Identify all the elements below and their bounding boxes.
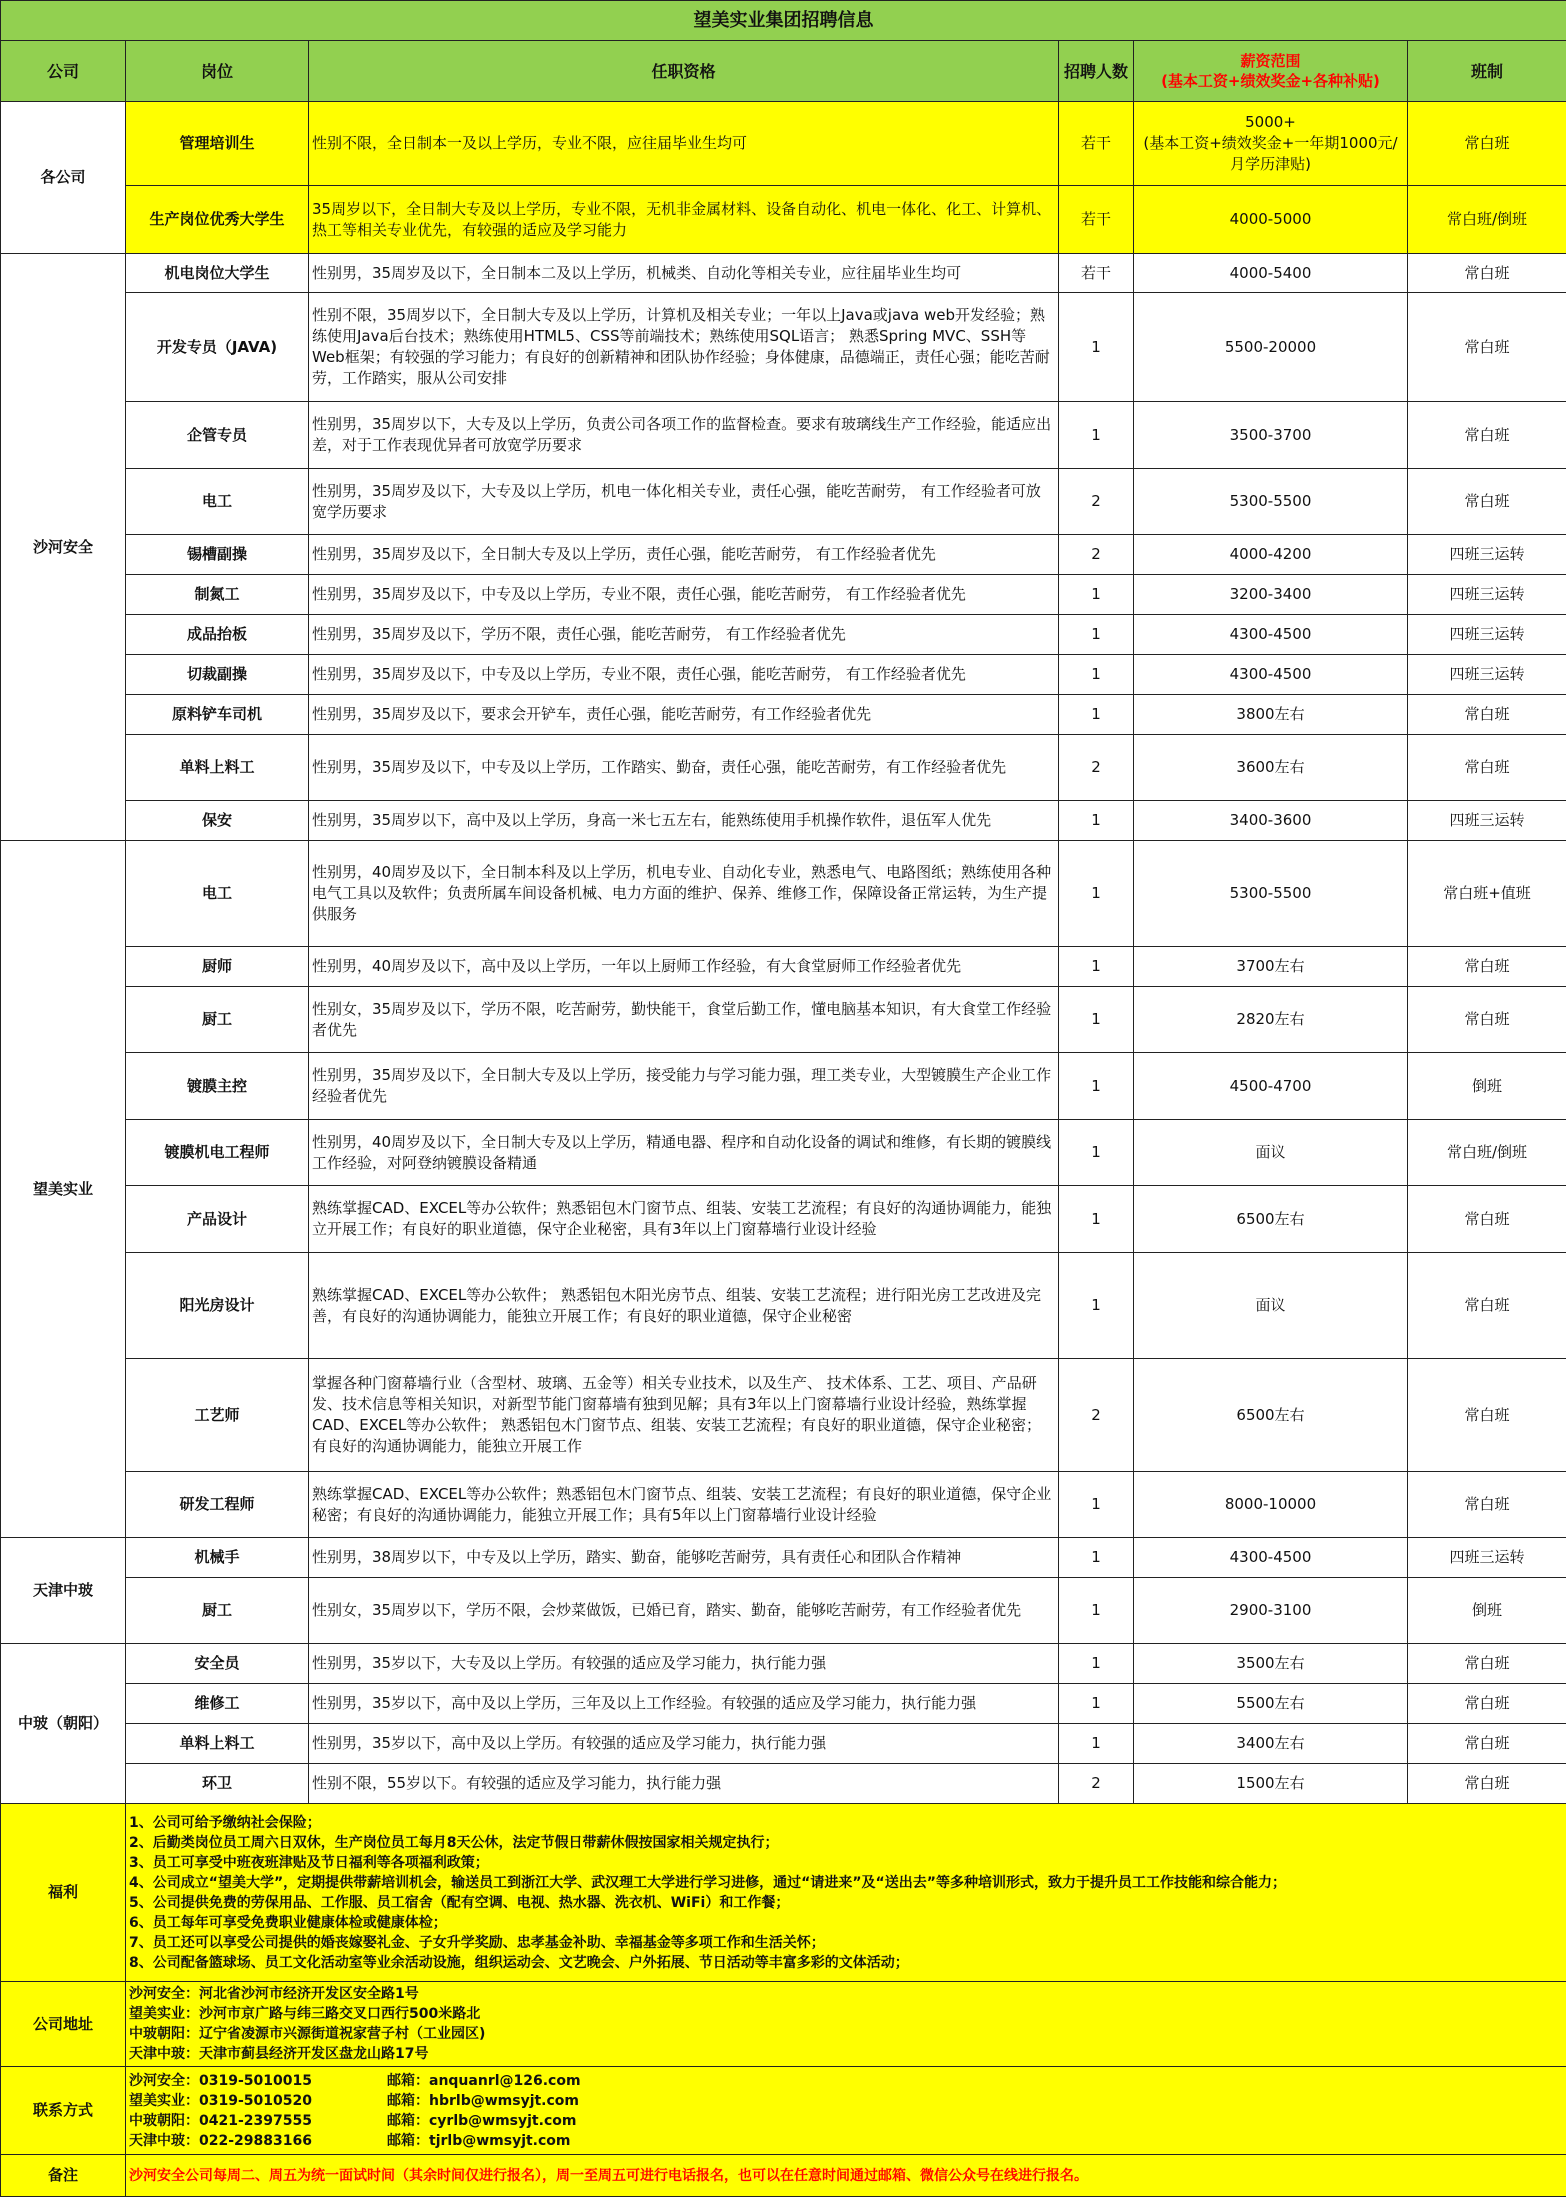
benefits-label: 福利	[1, 1804, 126, 1982]
job-row	[1, 1186, 1566, 1253]
shift-cell: 常白班	[1408, 1359, 1566, 1472]
job-row	[1, 254, 1566, 293]
shift-cell: 常白班	[1408, 1253, 1566, 1359]
salary-cell: 4000-5400	[1134, 254, 1408, 293]
count-cell: 若干	[1059, 102, 1134, 186]
count-cell: 1	[1059, 575, 1134, 615]
remark-label: 备注	[1, 2155, 126, 2197]
requirements-cell: 性别男，35周岁及以下，要求会开铲车，责任心强，能吃苦耐劳，有工作经验者优先	[309, 695, 1059, 735]
requirements-cell: 35周岁以下，全日制大专及以上学历，专业不限，无机非金属材料、设备自动化、机电一体化、化工、计算机、热工等相关专业优先，有较强的适应及学习能力	[309, 186, 1059, 254]
contact-phone: 沙河安全：0319-5010015	[129, 2071, 387, 2091]
count-cell: 1	[1059, 402, 1134, 469]
salary-cell: 3500-3700	[1134, 402, 1408, 469]
benefits-list	[126, 1804, 1566, 1982]
position-cell: 镀膜机电工程师	[126, 1120, 309, 1186]
benefit-item: 8、公司配备篮球场、员工文化活动室等业余活动设施，组织运动会、文艺晚会、户外拓展、节日活动等丰富多彩的文体活动；	[129, 1953, 1563, 1973]
position-cell: 单料上料工	[126, 735, 309, 801]
count-cell: 2	[1059, 1764, 1134, 1804]
job-row	[1, 1253, 1566, 1359]
job-row	[1, 1578, 1566, 1644]
requirements-cell: 性别女，35周岁以下，学历不限，会炒菜做饭，已婚已育，踏实、勤奋，能够吃苦耐劳，有工作经验者优先	[309, 1578, 1059, 1644]
header-salary-line1: 薪资范围	[1138, 51, 1403, 71]
count-cell: 若干	[1059, 186, 1134, 254]
address-item: 中玻朝阳：辽宁省凌源市兴源街道祝家营子村（工业园区)	[129, 2024, 1563, 2044]
contact-row	[1, 2067, 1566, 2155]
benefit-item: 5、公司提供免费的劳保用品、工作服、员工宿舍（配有空调、电视、热水器、洗衣机、WiFi）和工作餐；	[129, 1893, 1563, 1913]
job-row	[1, 947, 1566, 987]
requirements-cell: 性别男，40周岁及以下，全日制大专及以上学历，精通电器、程序和自动化设备的调试和维修，有长期的镀膜线工作经验，对阿登纳镀膜设备精通	[309, 1120, 1059, 1186]
position-cell: 阳光房设计	[126, 1253, 309, 1359]
requirements-cell: 性别男，35周岁及以下，中专及以上学历，专业不限，责任心强，能吃苦耐劳， 有工作经验者优先	[309, 575, 1059, 615]
contact-item	[129, 2071, 1563, 2091]
company-cell: 天津中玻	[1, 1538, 126, 1644]
contact-email[interactable]: 邮箱：tjrlb@wmsyjt.com	[387, 2131, 571, 2151]
salary-cell: 5000+ (基本工资+绩效奖金+一年期1000元/月学历津贴)	[1134, 102, 1408, 186]
benefit-item: 3、员工可享受中班夜班津贴及节日福利等各项福利政策；	[129, 1853, 1563, 1873]
position-cell: 环卫	[126, 1764, 309, 1804]
position-cell: 管理培训生	[126, 102, 309, 186]
requirements-cell: 性别男，35周岁及以下，全日制大专及以上学历，接受能力与学习能力强，理工类专业，大型镀膜生产企业工作经验者优先	[309, 1053, 1059, 1120]
requirements-cell: 熟练掌握CAD、EXCEL等办公软件；熟悉铝包木门窗节点、组装、安装工艺流程；有良好的沟通协调能力，能独立开展工作；有良好的职业道德，保守企业秘密，具有3年以上门窗幕墙行业设计经验	[309, 1186, 1059, 1253]
contact-item	[129, 2131, 1563, 2151]
position-cell: 开发专员（JAVA)	[126, 293, 309, 402]
salary-cell: 面议	[1134, 1120, 1408, 1186]
shift-cell: 常白班	[1408, 1472, 1566, 1538]
job-row	[1, 1538, 1566, 1578]
salary-cell: 2900-3100	[1134, 1578, 1408, 1644]
header-salary-line2: (基本工资+绩效奖金+各种补贴)	[1138, 71, 1403, 91]
contact-email[interactable]: 邮箱：anquanrl@126.com	[387, 2071, 581, 2091]
title-row	[1, 1, 1566, 41]
contact-phone: 中玻朝阳：0421-2397555	[129, 2111, 387, 2131]
salary-cell: 6500左右	[1134, 1186, 1408, 1253]
requirements-cell: 性别不限，35周岁以下，全日制大专及以上学历，计算机及相关专业；一年以上Java或java web开发经验；熟练使用Java后台技术；熟练使用HTML5、CSS等前端技术；熟练使用SQL语言； 熟悉Spring MVC、SSH等Web框架；有较强的学习能力；有良好的创新精神和团队协作经验；身体健康，品德端正，责任心强；能吃苦耐劳，工作踏实，服从公司安排	[309, 293, 1059, 402]
position-cell: 制氮工	[126, 575, 309, 615]
benefit-item: 4、公司成立“望美大学”，定期提供带薪培训机会，输送员工到浙江大学、武汉理工大学进行学习进修，通过“请进来”及“送出去”等多种培训形式，致力于提升员工工作技能和综合能力；	[129, 1873, 1563, 1893]
shift-cell: 常白班	[1408, 695, 1566, 735]
count-cell: 2	[1059, 735, 1134, 801]
requirements-cell: 性别男，40周岁及以下，全日制本科及以上学历，机电专业、自动化专业，熟悉电气、电路图纸；熟练使用各种电气工具以及软件；负责所属车间设备机械、电力方面的维护、保养、维修工作，保障设备正常运转，为生产提供服务	[309, 841, 1059, 947]
count-cell: 1	[1059, 1253, 1134, 1359]
salary-cell: 3200-3400	[1134, 575, 1408, 615]
shift-cell: 四班三运转	[1408, 575, 1566, 615]
count-cell: 1	[1059, 655, 1134, 695]
position-cell: 生产岗位优秀大学生	[126, 186, 309, 254]
job-row	[1, 655, 1566, 695]
contact-label: 联系方式	[1, 2067, 126, 2155]
company-cell: 中玻（朝阳）	[1, 1644, 126, 1804]
benefits-row	[1, 1804, 1566, 1982]
requirements-cell: 性别男，35岁以下，大专及以上学历。有较强的适应及学习能力，执行能力强	[309, 1644, 1059, 1684]
job-row	[1, 469, 1566, 535]
position-cell: 原料铲车司机	[126, 695, 309, 735]
salary-cell: 3400-3600	[1134, 801, 1408, 841]
contact-email[interactable]: 邮箱：hbrlb@wmsyjt.com	[387, 2091, 579, 2111]
position-cell: 厨工	[126, 987, 309, 1053]
count-cell: 1	[1059, 615, 1134, 655]
address-row	[1, 1982, 1566, 2067]
requirements-cell: 性别不限，全日制本一及以上学历，专业不限，应往届毕业生均可	[309, 102, 1059, 186]
shift-cell: 常白班/倒班	[1408, 1120, 1566, 1186]
shift-cell: 常白班	[1408, 102, 1566, 186]
job-row	[1, 1472, 1566, 1538]
shift-cell: 常白班	[1408, 469, 1566, 535]
remark-text: 沙河安全公司每周二、周五为统一面试时间（其余时间仅进行报名），周一至周五可进行电话报名，也可以在任意时间通过邮箱、微信公众号在线进行报名。	[126, 2155, 1566, 2197]
header-row	[1, 41, 1566, 102]
requirements-cell: 性别男，40周岁及以下，高中及以上学历，一年以上厨师工作经验，有大食堂厨师工作经验者优先	[309, 947, 1059, 987]
benefit-item: 7、员工还可以享受公司提供的婚丧嫁娶礼金、子女升学奖励、忠孝基金补助、幸福基金等多项工作和生活关怀；	[129, 1933, 1563, 1953]
count-cell: 1	[1059, 1538, 1134, 1578]
salary-cell: 4000-5000	[1134, 186, 1408, 254]
position-cell: 研发工程师	[126, 1472, 309, 1538]
shift-cell: 常白班	[1408, 254, 1566, 293]
position-cell: 机电岗位大学生	[126, 254, 309, 293]
company-cell: 各公司	[1, 102, 126, 254]
salary-cell: 3500左右	[1134, 1644, 1408, 1684]
job-row	[1, 186, 1566, 254]
job-row	[1, 1644, 1566, 1684]
salary-cell: 8000-10000	[1134, 1472, 1408, 1538]
position-cell: 电工	[126, 469, 309, 535]
contact-item	[129, 2091, 1563, 2111]
benefit-item: 1、公司可给予缴纳社会保险；	[129, 1813, 1563, 1833]
benefit-item: 2、后勤类岗位员工周六日双休，生产岗位员工每月8天公休，法定节假日带薪休假按国家相关规定执行；	[129, 1833, 1563, 1853]
position-cell: 工艺师	[126, 1359, 309, 1472]
requirements-cell: 性别男，35周岁及以下，全日制本二及以上学历，机械类、自动化等相关专业，应往届毕业生均可	[309, 254, 1059, 293]
salary-cell: 4000-4200	[1134, 535, 1408, 575]
salary-cell: 4300-4500	[1134, 655, 1408, 695]
address-item: 望美实业：沙河市京广路与纬三路交叉口西行500米路北	[129, 2004, 1563, 2024]
count-cell: 1	[1059, 695, 1134, 735]
job-row	[1, 735, 1566, 801]
job-row	[1, 1764, 1566, 1804]
job-row	[1, 987, 1566, 1053]
header-position: 岗位	[126, 41, 309, 102]
header-count: 招聘人数	[1059, 41, 1134, 102]
shift-cell: 常白班	[1408, 1644, 1566, 1684]
contact-phone: 望美实业：0319-5010520	[129, 2091, 387, 2111]
requirements-cell: 熟练掌握CAD、EXCEL等办公软件；熟悉铝包木门窗节点、组装、安装工艺流程；有良好的职业道德，保守企业秘密；有良好的沟通协调能力，能独立开展工作；具有5年以上门窗幕墙行业设计经验	[309, 1472, 1059, 1538]
requirements-cell: 性别男，35周岁及以下，全日制大专及以上学历，责任心强，能吃苦耐劳， 有工作经验者优先	[309, 535, 1059, 575]
salary-cell: 1500左右	[1134, 1764, 1408, 1804]
job-row	[1, 1120, 1566, 1186]
position-cell: 切裁副操	[126, 655, 309, 695]
salary-cell: 2820左右	[1134, 987, 1408, 1053]
salary-cell: 4300-4500	[1134, 1538, 1408, 1578]
salary-cell: 面议	[1134, 1253, 1408, 1359]
position-cell: 成品抬板	[126, 615, 309, 655]
count-cell: 1	[1059, 841, 1134, 947]
company-cell: 望美实业	[1, 841, 126, 1538]
count-cell: 1	[1059, 1684, 1134, 1724]
count-cell: 1	[1059, 1120, 1134, 1186]
salary-cell: 5500-20000	[1134, 293, 1408, 402]
salary-cell: 5300-5500	[1134, 469, 1408, 535]
shift-cell: 四班三运转	[1408, 615, 1566, 655]
requirements-cell: 性别男，35周岁及以下，大专及以上学历，机电一体化相关专业，责任心强，能吃苦耐劳， 有工作经验者可放宽学历要求	[309, 469, 1059, 535]
requirements-cell: 性别女，35周岁及以下，学历不限，吃苦耐劳，勤快能干，食堂后勤工作，懂电脑基本知识，有大食堂工作经验者优先	[309, 987, 1059, 1053]
count-cell: 1	[1059, 947, 1134, 987]
shift-cell: 常白班/倒班	[1408, 186, 1566, 254]
header-salary	[1134, 41, 1408, 102]
position-cell: 安全员	[126, 1644, 309, 1684]
job-row	[1, 535, 1566, 575]
requirements-cell: 性别男，35岁以下，高中及以上学历，三年及以上工作经验。有较强的适应及学习能力，执行能力强	[309, 1684, 1059, 1724]
requirements-cell: 熟练掌握CAD、EXCEL等办公软件； 熟悉铝包木阳光房节点、组装、安装工艺流程；进行阳光房工艺改进及完善，有良好的沟通协调能力，能独立开展工作；有良好的职业道德，保守企业秘密	[309, 1253, 1059, 1359]
shift-cell: 常白班	[1408, 987, 1566, 1053]
job-row	[1, 695, 1566, 735]
job-row	[1, 841, 1566, 947]
requirements-cell: 性别男，35周岁及以下，中专及以上学历，工作踏实、勤奋，责任心强，能吃苦耐劳，有工作经验者优先	[309, 735, 1059, 801]
page-title: 望美实业集团招聘信息	[1, 1, 1566, 41]
job-row	[1, 801, 1566, 841]
salary-cell: 5500左右	[1134, 1684, 1408, 1724]
shift-cell: 四班三运转	[1408, 535, 1566, 575]
contact-item	[129, 2111, 1563, 2131]
count-cell: 1	[1059, 1186, 1134, 1253]
position-cell: 厨师	[126, 947, 309, 987]
count-cell: 1	[1059, 293, 1134, 402]
contact-phone: 天津中玻：022-29883166	[129, 2131, 387, 2151]
address-list	[126, 1982, 1566, 2067]
position-cell: 电工	[126, 841, 309, 947]
salary-cell: 3400左右	[1134, 1724, 1408, 1764]
position-cell: 维修工	[126, 1684, 309, 1724]
shift-cell: 常白班	[1408, 735, 1566, 801]
count-cell: 1	[1059, 1053, 1134, 1120]
shift-cell: 常白班	[1408, 1724, 1566, 1764]
job-row	[1, 1359, 1566, 1472]
shift-cell: 常白班+值班	[1408, 841, 1566, 947]
position-cell: 锡槽副操	[126, 535, 309, 575]
count-cell: 1	[1059, 801, 1134, 841]
salary-cell: 3600左右	[1134, 735, 1408, 801]
requirements-cell: 性别男，35周岁以下，大专及以上学历，负责公司各项工作的监督检查。要求有玻璃线生产工作经验，能适应出差，对于工作表现优异者可放宽学历要求	[309, 402, 1059, 469]
salary-cell: 3800左右	[1134, 695, 1408, 735]
shift-cell: 倒班	[1408, 1578, 1566, 1644]
shift-cell: 常白班	[1408, 947, 1566, 987]
position-cell: 镀膜主控	[126, 1053, 309, 1120]
position-cell: 机械手	[126, 1538, 309, 1578]
count-cell: 2	[1059, 469, 1134, 535]
position-cell: 保安	[126, 801, 309, 841]
shift-cell: 倒班	[1408, 1053, 1566, 1120]
job-row	[1, 402, 1566, 469]
requirements-cell: 性别男，35岁以下，高中及以上学历。有较强的适应及学习能力，执行能力强	[309, 1724, 1059, 1764]
remark-row	[1, 2155, 1566, 2197]
job-row	[1, 293, 1566, 402]
shift-cell: 四班三运转	[1408, 801, 1566, 841]
salary-cell: 4300-4500	[1134, 615, 1408, 655]
count-cell: 1	[1059, 1644, 1134, 1684]
position-cell: 产品设计	[126, 1186, 309, 1253]
address-item: 天津中玻：天津市蓟县经济开发区盘龙山路17号	[129, 2044, 1563, 2064]
header-shift: 班制	[1408, 41, 1566, 102]
requirements-cell: 性别不限，55岁以下。有较强的适应及学习能力，执行能力强	[309, 1764, 1059, 1804]
count-cell: 1	[1059, 1724, 1134, 1764]
shift-cell: 四班三运转	[1408, 655, 1566, 695]
job-row	[1, 575, 1566, 615]
address-item: 沙河安全：河北省沙河市经济开发区安全路1号	[129, 1984, 1563, 2004]
requirements-cell: 性别男，35周岁以下，高中及以上学历，身高一米七五左右，能熟练使用手机操作软件，退伍军人优先	[309, 801, 1059, 841]
header-requirements: 任职资格	[309, 41, 1059, 102]
position-cell: 单料上料工	[126, 1724, 309, 1764]
position-cell: 厨工	[126, 1578, 309, 1644]
salary-cell: 4500-4700	[1134, 1053, 1408, 1120]
shift-cell: 四班三运转	[1408, 1538, 1566, 1578]
count-cell: 2	[1059, 1359, 1134, 1472]
count-cell: 1	[1059, 1578, 1134, 1644]
salary-cell: 5300-5500	[1134, 841, 1408, 947]
contact-list	[126, 2067, 1566, 2155]
job-row	[1, 615, 1566, 655]
count-cell: 若干	[1059, 254, 1134, 293]
job-row	[1, 1684, 1566, 1724]
job-row	[1, 1724, 1566, 1764]
count-cell: 1	[1059, 987, 1134, 1053]
benefit-item: 6、员工每年可享受免费职业健康体检或健康体检；	[129, 1913, 1563, 1933]
company-cell: 沙河安全	[1, 254, 126, 841]
shift-cell: 常白班	[1408, 402, 1566, 469]
requirements-cell: 性别男，35周岁及以下，中专及以上学历，专业不限，责任心强，能吃苦耐劳， 有工作经验者优先	[309, 655, 1059, 695]
count-cell: 1	[1059, 1472, 1134, 1538]
job-row	[1, 102, 1566, 186]
count-cell: 2	[1059, 535, 1134, 575]
job-row	[1, 1053, 1566, 1120]
salary-cell: 3700左右	[1134, 947, 1408, 987]
shift-cell: 常白班	[1408, 1684, 1566, 1724]
position-cell: 企管专员	[126, 402, 309, 469]
shift-cell: 常白班	[1408, 1764, 1566, 1804]
address-label: 公司地址	[1, 1982, 126, 2067]
shift-cell: 常白班	[1408, 1186, 1566, 1253]
salary-cell: 6500左右	[1134, 1359, 1408, 1472]
requirements-cell: 掌握各种门窗幕墙行业（含型材、玻璃、五金等）相关专业技术，以及生产、 技术体系、工艺、项目、产品研发、技术信息等相关知识，对新型节能门窗幕墙有独到见解；具有3年以上门窗幕墙行业设计经验，熟练掌握CAD、EXCEL等办公软件； 熟悉铝包木门窗节点、组装、安装工艺流程；有良好的职业道德，保守企业秘密；有良好的沟通协调能力，能独立开展工作	[309, 1359, 1059, 1472]
contact-email[interactable]: 邮箱：cyrlb@wmsyjt.com	[387, 2111, 576, 2131]
requirements-cell: 性别男，38周岁以下，中专及以上学历，踏实、勤奋，能够吃苦耐劳，具有责任心和团队合作精神	[309, 1538, 1059, 1578]
shift-cell: 常白班	[1408, 293, 1566, 402]
header-company: 公司	[1, 41, 126, 102]
requirements-cell: 性别男，35周岁及以下，学历不限，责任心强，能吃苦耐劳， 有工作经验者优先	[309, 615, 1059, 655]
